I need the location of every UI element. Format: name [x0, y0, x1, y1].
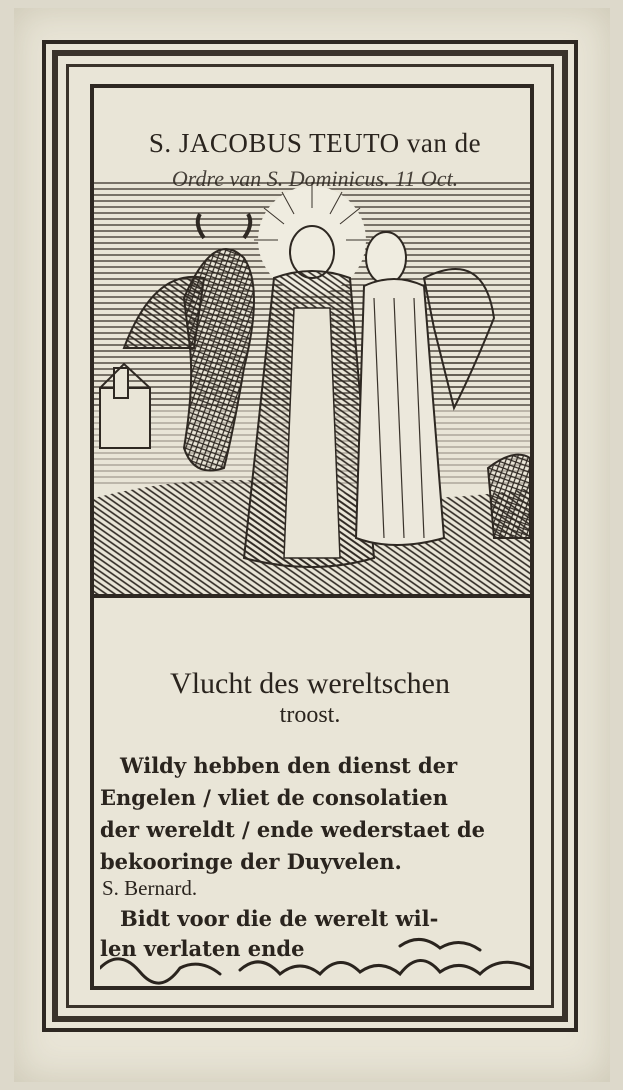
- handwritten-inscription: [100, 928, 540, 992]
- prayer-line: Bidt voor die de werelt wil-: [120, 906, 439, 931]
- body-line: Engelen / vliet de consolatien: [100, 785, 448, 810]
- source-attribution: S. Bernard.: [102, 876, 198, 900]
- page-subtitle: Ordre van S. Dominicus. 11 Oct.: [171, 166, 459, 191]
- body-line: bekooringe der Duyvelen.: [100, 849, 402, 874]
- body-line: der wereldt / ende wederstaet de: [100, 817, 486, 842]
- divider-line: [94, 594, 530, 598]
- prayer-line: len verlaten ende: [100, 936, 305, 961]
- body-paragraph: [100, 750, 510, 878]
- page-title: S. JACOBUS TEUTO van de: [148, 128, 482, 158]
- motto-heading: Vlucht des wereltschen: [170, 667, 450, 700]
- body-line: Wildy hebben den dienst der: [120, 753, 458, 778]
- animal-figure: [488, 455, 530, 538]
- engraving-illustration: [94, 168, 530, 596]
- motto-subheading: troost.: [279, 702, 341, 728]
